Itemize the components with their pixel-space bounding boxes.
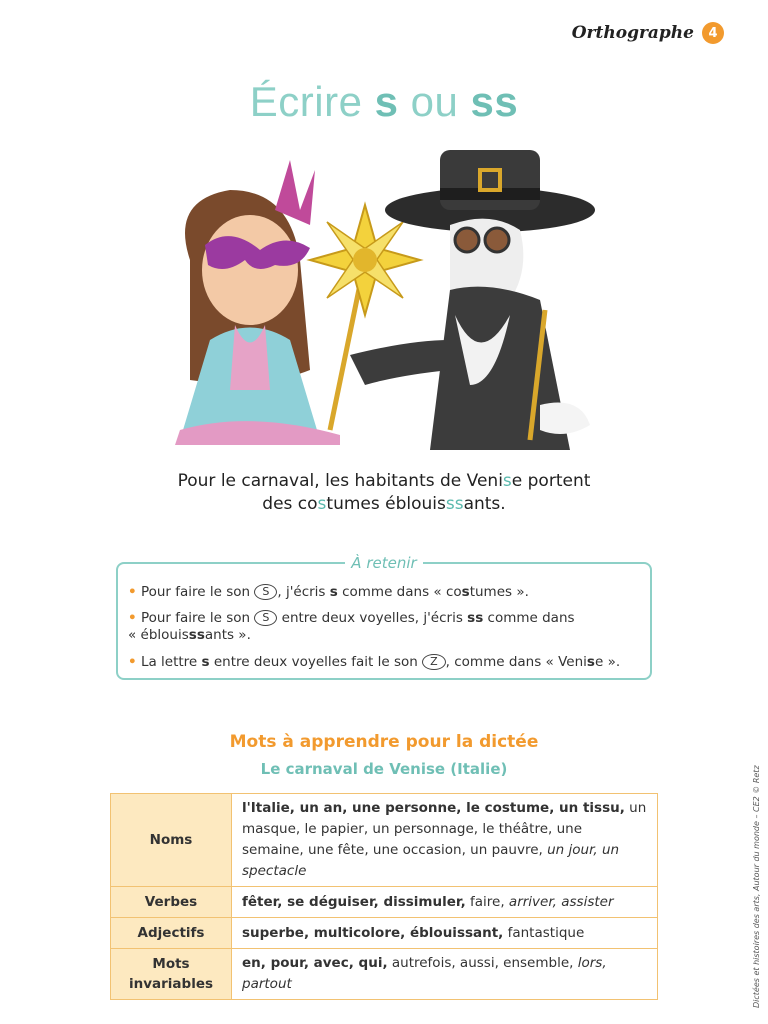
words-section-title: Mots à apprendre pour la dictée (229, 732, 539, 752)
caption-text: des co (262, 494, 318, 514)
girl-figure (175, 160, 340, 445)
sound-bubble: Z (422, 654, 446, 670)
caption-text: Pour le carnaval, les habitants de Veni (177, 471, 503, 491)
row-category: Verbes (111, 887, 232, 918)
title-middle: ou (398, 78, 471, 125)
title-ss: ss (470, 78, 519, 125)
chapter-number-badge: 4 (702, 22, 724, 44)
caption-highlight: ss (445, 494, 464, 514)
row-words: fêter, se déguiser, dissimuler, faire, arriver, assister (232, 887, 658, 918)
sound-bubble: S (254, 584, 277, 600)
copyright-note: Dictées et histoires des arts, Autour du monde – CE2 © Retz (752, 765, 761, 1008)
rule-1: • Pour faire le son S , j'écris s comme dans « costumes ». (128, 584, 529, 600)
table-row (111, 887, 658, 918)
caption-highlight: s (502, 471, 512, 491)
title-prefix: Écrire (249, 78, 375, 125)
flower-stick (310, 205, 420, 430)
bullet-icon: • (128, 654, 137, 670)
illustration-caption (0, 470, 768, 516)
table-row (111, 949, 658, 1000)
row-words: superbe, multicolore, éblouissant, fantastique (232, 918, 658, 949)
row-words: en, pour, avec, qui, autrefois, aussi, ensemble, lors, partout (232, 949, 658, 1000)
caption-text: ants. (463, 494, 506, 514)
rule-box (116, 554, 652, 680)
words-section-subtitle: Le carnaval de Venise (Italie) (260, 760, 508, 778)
plague-doctor-figure (350, 150, 595, 450)
bullet-icon: • (128, 610, 137, 626)
rule-3: • La lettre s entre deux voyelles fait le son Z , comme dans « Venise ». (128, 654, 621, 670)
row-category: Noms (111, 794, 232, 887)
table-row (111, 794, 658, 887)
vocabulary-table (110, 793, 658, 1000)
chapter-header (572, 22, 724, 44)
chapter-label: Orthographe (571, 23, 694, 43)
caption-line-2 (0, 493, 768, 516)
caption-line-1 (0, 470, 768, 493)
sound-bubble: S (254, 610, 277, 626)
row-words: l'Italie, un an, une personne, le costume, un tissu, un masque, le papier, un personnage, le théâtre, une semaine, une fête, une occasion, un pauvre, un jour, un spectacle (232, 794, 658, 887)
row-category: Adjectifs (111, 918, 232, 949)
caption-text: e portent (511, 471, 591, 491)
caption-highlight: s (317, 494, 327, 514)
caption-text: tumes éblouis (326, 494, 446, 514)
table-row (111, 918, 658, 949)
carnival-illustration (150, 140, 620, 455)
title-s: s (374, 78, 399, 125)
row-category: Mots invariables (111, 949, 232, 1000)
bullet-icon: • (128, 584, 137, 600)
rule-2: • Pour faire le son S entre deux voyelles, j'écris ss comme dans « éblouisssants ». (128, 610, 575, 643)
page-title (0, 78, 768, 126)
rule-box-title: À retenir (118, 553, 650, 572)
